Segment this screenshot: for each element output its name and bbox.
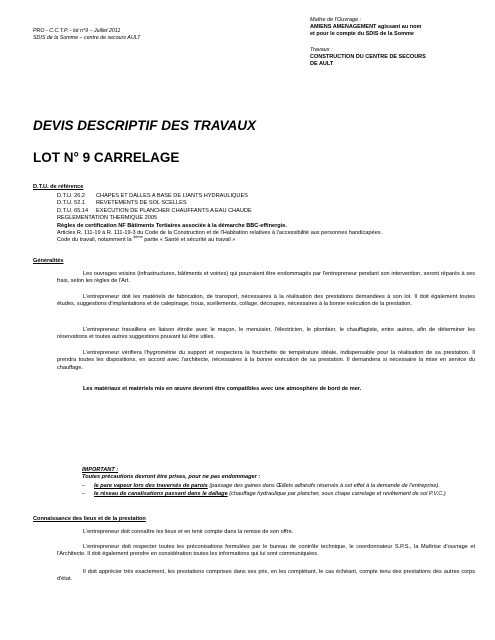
code-travail-sup: 4ème [133,235,143,240]
articles-accessibilite: Articles R. 111-19 à R. 111-19-3 du Code de la Construction et de l'Habitation relatives à l'accessibilité aux personnes handicapées. [57,230,383,237]
certification-bbc: Règles de certification NF Bâtiments Tertiaires associée à la démarche BBC-effinergie. [57,222,287,229]
reglementation-thermique: REGLEMENTATION THERMIQUE 2005 [57,215,158,222]
header-left-line: PRO - C.C.T.P. - lot n°9 – Juillet 2011 [33,28,121,34]
header-right [310,17,480,68]
dtu-text: REVETEMENTS DE SOL SCELLES [96,200,187,207]
important-item-bold: le réseau de canalisations passant dans le dallage [94,491,228,498]
connaissance-paragraph: L'entrepreneur doit connaître les lieux et en tenir compte dans la remise de son offre. [83,529,294,535]
connaissance-paragraph: L'entrepreneur doit respecter toutes les préconisations formulées par le bureau de contrôle technique, le coordonnateur S.P.S., la Maîtrise d'ouvrage et l'Architecte. Il doit également prendre en considération toutes les informations qui lui sont communiquées. [57,544,475,558]
dtu-text: EXECUTION DE PLANCHER CHAUFFANTS A EAU CHAUDE [96,207,252,214]
important-item-rest: (passage des gaines dans Œillets adhésifs réservés à cet effet à la demande de l'entreprise). [207,482,440,489]
important-subtitle: Toutes précautions devront être prises, pour ne pas endommager : [82,474,261,481]
dtu-code: D.T.U. 65.14 [57,207,89,214]
dtu-text: CHAPES ET DALLES A BASE DE LIANTS HYDRAULIQUES [96,193,248,199]
dtu-list [57,193,477,245]
important-item [82,491,477,498]
generalites-paragraph: L'entrepreneur travaillera en liaison étroite avec le maçon, le menuisier, l'électricien, le plombier, le chauffagiste, entre autres, afin de déterminer les réservations et toutes autres suggestions pouvant lui être utiles. [57,327,475,341]
code-travail-post: partie « Santé et sécurité au travail » [142,237,236,244]
important-title: IMPORTANT : [82,467,119,473]
travaux-value: DE AULT [310,61,334,68]
header-left-line: SDIS de la Somme – centre de secours AULT [33,35,141,42]
important-item-bold: le pare vapeur lors des traversés de parois [94,482,208,489]
dtu-code: D.T.U. 52.1 [57,200,85,207]
travaux-value: CONSTRUCTION DU CENTRE DE SECOURS [310,53,426,60]
materiaux-statement: Les matériaux et matériels mis en œuvre devront être compatibles avec une atmosphère de bord de mer. [83,386,362,392]
generalites-paragraph: Les ouvrages voisins (infrastructures, bâtiments et voiries) qui pourraient être endommagés par l'entrepreneur pendant son intervention, seront réparés à ses frais, selon les règles de l'Art. [57,271,475,285]
document-title: DEVIS DESCRIPTIF DES TRAVAUX [33,118,257,133]
maitre-label: Maître de l'Ouvrage : [310,17,362,23]
code-travail [57,237,477,244]
lot-title: LOT N° 9 CARRELAGE [33,150,180,165]
travaux-label: Travaux : [310,46,333,53]
important-block [82,467,477,499]
dtu-heading: D.T.U. de référence [33,184,84,190]
dtu-row [57,193,477,200]
generalites-heading: Généralités [33,258,64,264]
dash-bullet: – [82,491,86,498]
connaissance-paragraph: Il doit apprécier très exactement, les prestations comprises dans ses prix, en les complétant, le cas échéant, compte tenu des prestations des autres corps d'état. [57,569,475,583]
generalites-paragraph: L'entrepreneur doit les matériels de fabrication, de transport, nécessaires à la réalisation des prestations demandées à son lot. Il doit également toutes études, suggestions d'implantations et de calepinage, trous, scellements, collage, découpes, nécessaires à la bonne exécution de la prestation. [57,294,475,308]
maitre-value: AMIENS AMENAGEMENT agissant au nom [310,24,422,31]
dtu-code: D.T.U. 26.2 [57,193,85,199]
dash-bullet: – [82,482,86,489]
dtu-row [57,200,477,207]
dtu-row [57,208,477,215]
maitre-value: et pour le compte du SDIS de la Somme [310,31,414,38]
code-travail-pre: Code du travail, notamment la [57,237,134,244]
generalites-paragraph: L'entrepreneur vérifiera l'hygrométrie du support et respectera la fourchette de température idéale, indispensable pour la réalisation de sa prestation. Il prendra toutes les dispositions, en accord avec l'architecte, nécessaires à la bonne exécution de sa prestation. Il demandera si nécessaire la mise en service du chauffage. [57,350,475,371]
important-item [82,483,477,490]
important-item-rest: (chauffage hydraulique par plancher, sous chape carrelage et revêtement de sol P.V.C.) [227,491,446,498]
header-left [33,28,140,42]
connaissance-heading: Connaissance des lieux et de la prestation [33,516,146,522]
